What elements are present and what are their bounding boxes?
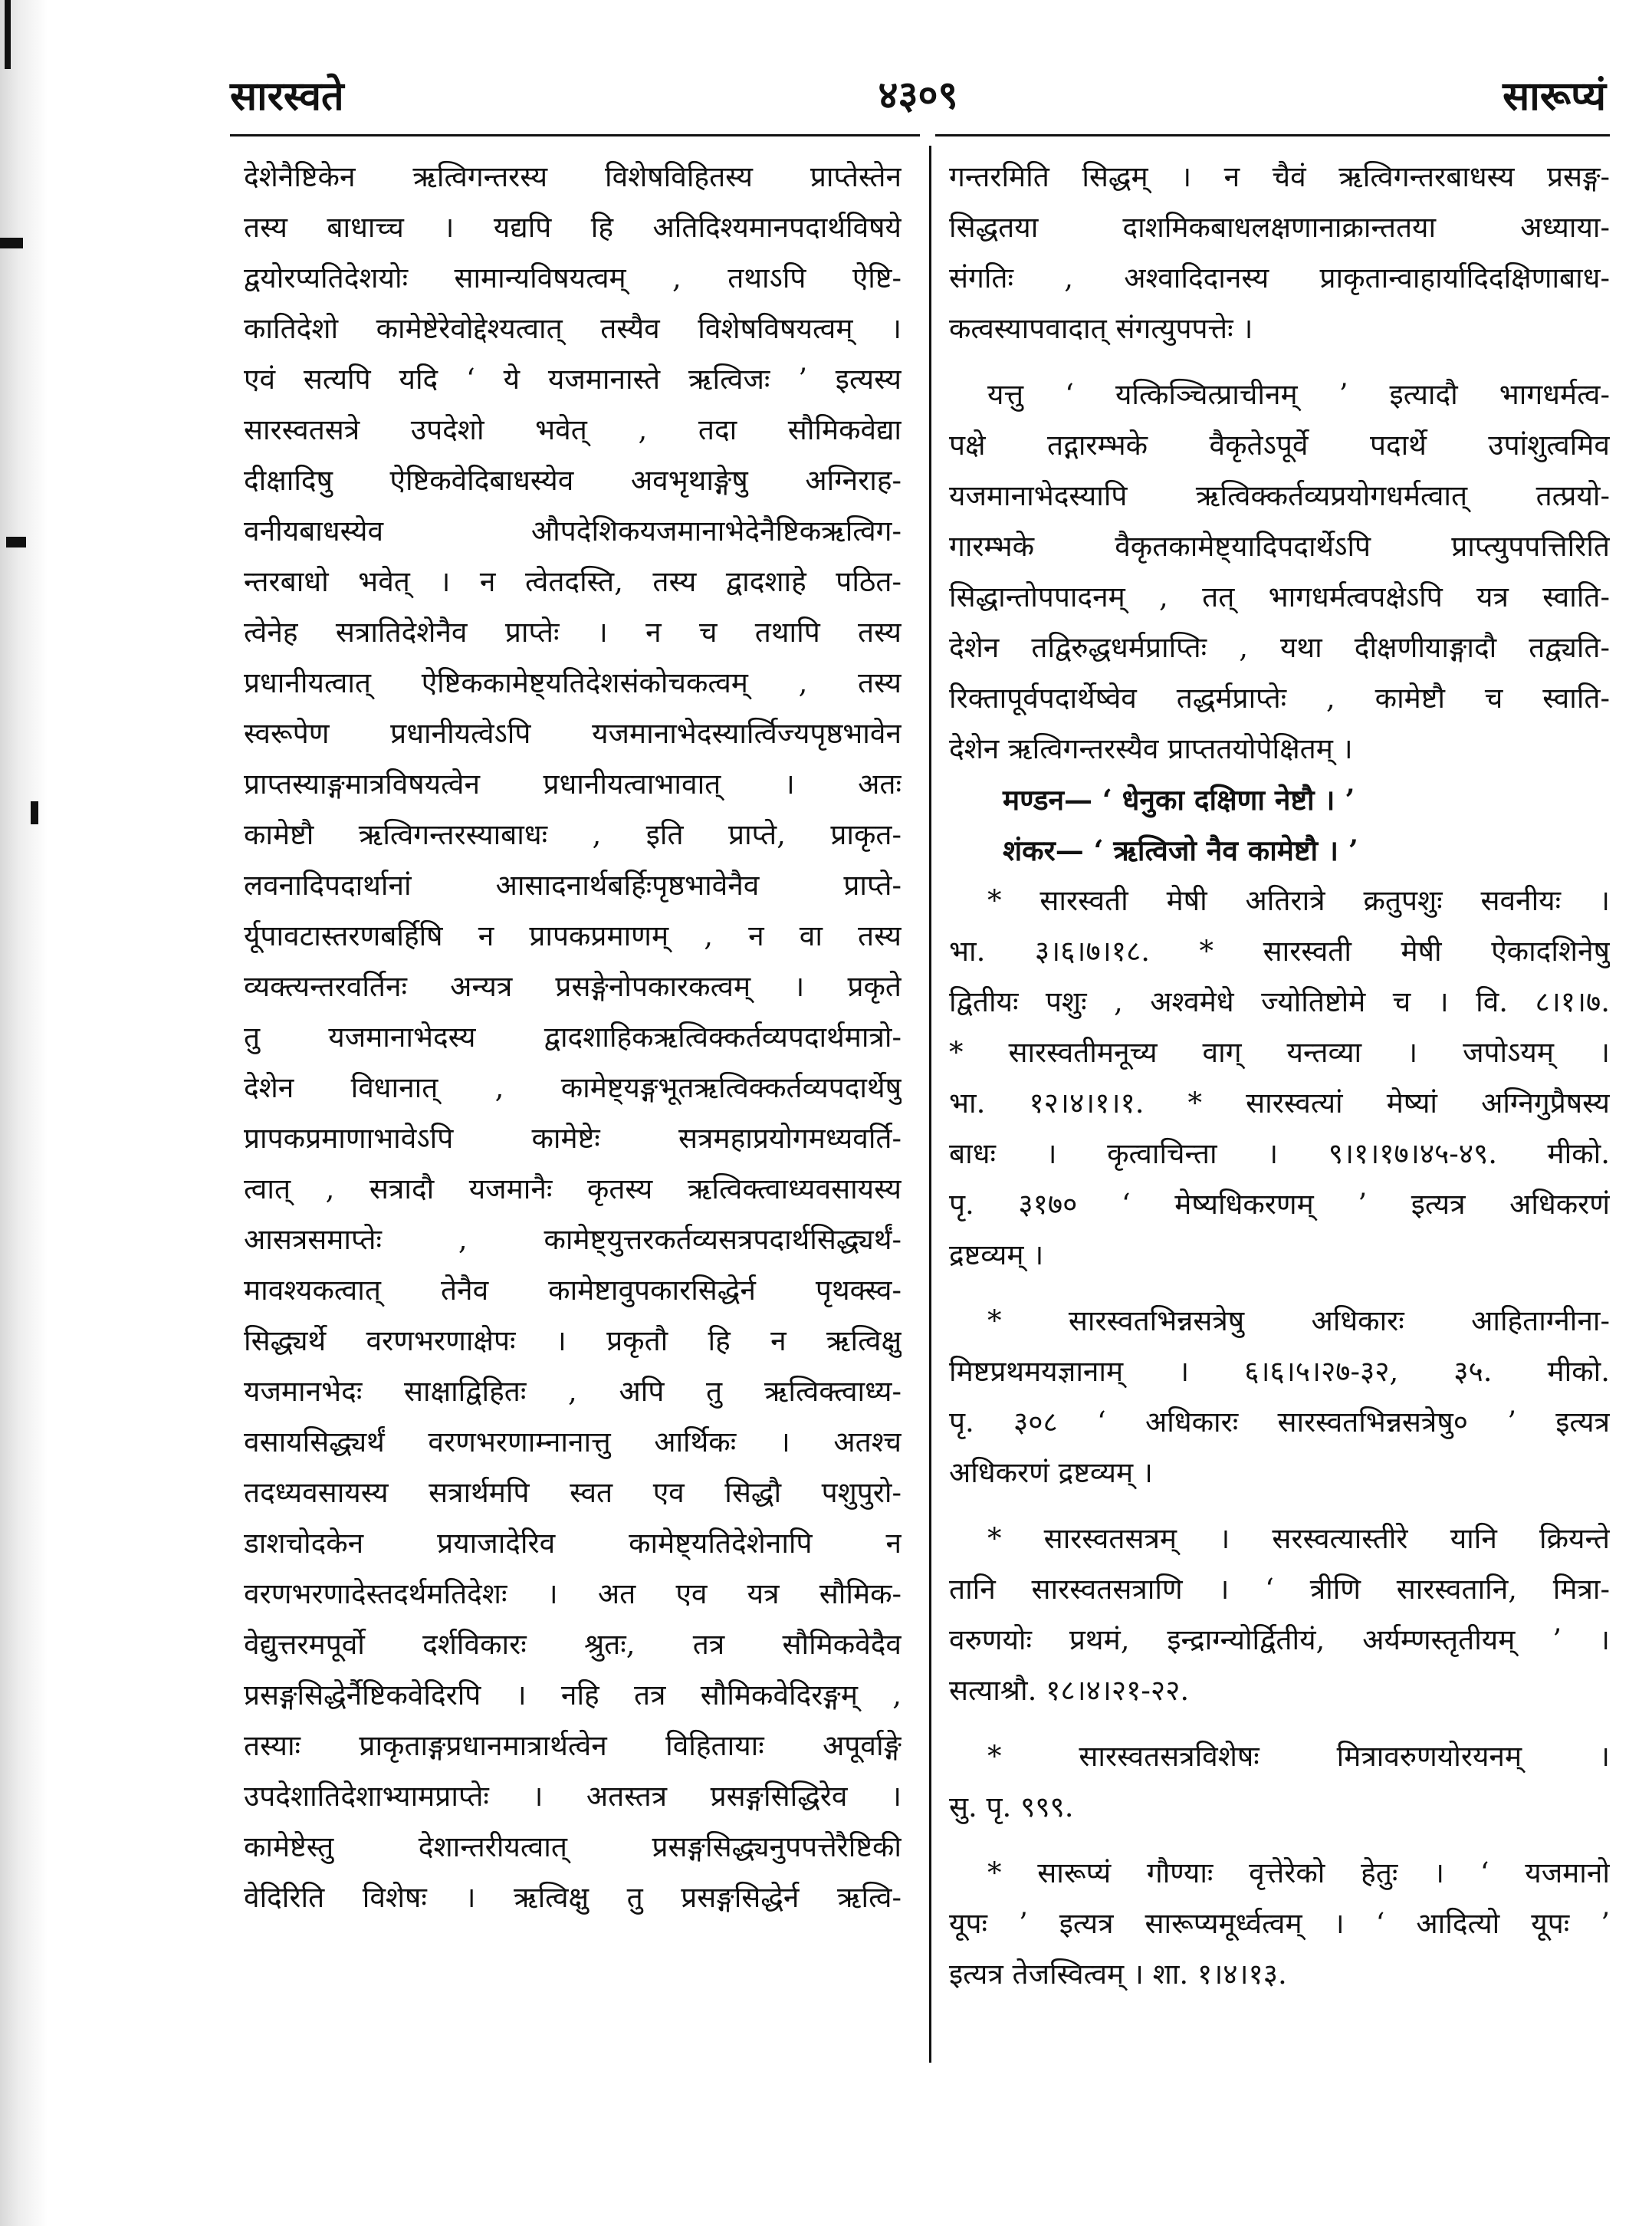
text-line: पक्षे तद्गारम्भके वैकृतेऽपूर्वे पदार्थे उपांशुत्वमिव [949,429,1610,462]
text-line: इत्यत्र तेजस्वित्वम् । शा. १।४।१३. [949,1958,1287,1991]
header-rule-right [935,134,1610,136]
text-line: त्वेनेह सत्रातिदेशेनैव प्राप्तेः । न च तथापि तस्य [244,616,902,649]
text-line: र्यूपावटास्तरणबर्हिषि न प्रापकप्रमाणम् , न वा तस्य [244,919,902,952]
text-line: वरणभरणादेस्तदर्थमतिदेशः । अत एव यत्र सौमिक- [244,1577,902,1610]
scan-edge [0,0,48,2226]
text-line: कातिदेशो कामेष्टेरेवोद्देश्यत्वात् तस्यैव विशेषविषयत्वम् । [244,312,902,345]
text-line: वनीयबाधस्येव औपदेशिकयजमानाभेदेनैष्टिकऋत्विग- [244,515,902,547]
text-line: प्रधानीयत्वात् ऐष्टिककामेष्ट्यतिदेशसंकोचकत्वम् , तस्य [244,666,902,699]
text-line: गन्तरमिति सिद्धम् । न चैवं ऋत्विगन्तरबाधस्य प्रसङ्ग- [949,160,1610,193]
text-line: सारस्वतसत्रे उपदेशो भवेत् , तदा सौमिकवेद्या [244,413,902,446]
text-line: यूपः ’ इत्यत्र सारूप्यमूर्ध्वत्वम् । ‘ आदित्यो यूपः ’ [949,1907,1610,1940]
text-line: लवनादिपदार्थानां आसादनार्थबर्हिःपृष्ठभावेनैव प्राप्ते- [244,869,902,902]
text-line: तस्याः प्राकृताङ्गप्रधानमात्रार्थत्वेन विहितायाः अपूर्वाङ्गे [244,1729,902,1762]
text-line: मिष्टप्रथमयज्ञानाम् । ६।६।५।२७-३२, ३५. मीको. [949,1355,1610,1388]
text-line: रिक्तापूर्वपदार्थेष्वेव तद्धर्मप्राप्तेः , कामेष्टौ च स्वाति- [949,682,1610,715]
scan-mark [0,238,23,248]
text-line: आसत्रसमाप्तेः , कामेष्ट्युत्तरकर्तव्यसत्रपदार्थसिद्ध्यर्थं- [244,1223,902,1256]
scan-mark [6,537,26,547]
text-line: दीक्षादिषु ऐष्टिकवेदिबाधस्येव अवभृथाङ्गेषु अग्निराह- [244,464,902,497]
paragraph-gap [949,1833,1610,1848]
entry-line: यत्तु ‘ यत्किञ्चित्प्राचीनम् ’ इत्यादौ भागधर्मत्व- [987,378,1610,411]
text-line: द्रष्टव्यम् । [949,1238,1044,1271]
paragraph-gap [949,1281,1610,1296]
entry-line: * सारूप्यं गौण्याः वृत्तेरेको हेतुः । ‘ यजमानो [987,1856,1610,1889]
text-line: तु यजमानाभेदस्य द्वादशाहिकऋत्विक्कर्तव्यपदार्थमात्रो- [244,1021,902,1054]
text-line: कामेष्टेस्तु देशान्तरीयत्वात् प्रसङ्गसिद्ध्यनुपपत्तेरैष्टिकी [244,1830,902,1863]
text-line: भा. १२।४।१।१. * सारस्वत्यां मेष्यां अग्निगुप्रैषस्य [949,1087,1610,1120]
text-line: गारम्भके वैकृतकामेष्ट्यादिपदार्थेऽपि प्राप्त्युपपत्तिरिति [949,530,1610,563]
text-line: तदध्यवसायस्य सत्रार्थमपि स्वत एव सिद्धौ पशुपुरो- [244,1476,902,1509]
text-line: वरुणयोः प्रथमं, इन्द्राग्न्योर्द्वितीयं, अर्यम्णस्तृतीयम् ’ । [949,1623,1610,1656]
paragraph-gap [949,354,1610,370]
text-line: सत्याश्रौ. १८।४।२१-२२. [949,1674,1190,1707]
text-line: अधिकरणं द्रष्टव्यम् । [949,1456,1153,1489]
header-rule-left [230,134,920,136]
text-line: संगतिः , अश्वादिदानस्य प्राकृतान्वाहार्यादिदक्षिणाबाध- [949,261,1610,294]
text-line: देशेनैष्टिकेन ऋत्विगन्तरस्य विशेषविहितस्य प्राप्तेस्तेन [244,160,902,193]
text-line: पृ. ३०८ ‘ अधिकारः सारस्वतभिन्नसत्रेषु० ’ इत्यत्र [949,1406,1610,1439]
text-line: वसायसिद्ध्यर्थं वरणभरणाम्नानात्तु आर्थिकः । अतश्च [244,1425,902,1458]
text-line: कत्वस्यापवादात् संगत्युपपत्तेः । [949,312,1253,345]
text-line: त्वात् , सत्रादौ यजमानैः कृतस्य ऋत्विक्त्वाध्यवसायस्य [244,1172,902,1205]
page-header [230,67,1606,136]
text-line: न्तरबाधो भवेत् । न त्वेतदस्ति, तस्य द्वादशाहे पठित- [244,565,902,598]
text-line: देशेन तद्विरुद्धधर्मप्राप्तिः , यथा दीक्षणीयाङ्गादौ तद्व्यति- [949,631,1610,664]
page-number: ४३०९ [878,72,958,117]
header-right-word: सारूप्यं [1503,73,1606,120]
paragraph-gap [949,1716,1610,1731]
text-line: एवं सत्यपि यदि ‘ ये यजमानास्ते ऋत्विजः ’ इत्यस्य [244,363,902,396]
text-line: मण्डन— ‘ धेनुका दक्षिणा नेष्टौ । ’ [1003,783,1355,817]
entry-line: * सारस्वती मेषी अतिरात्रे क्रतुपशुः सवनीयः । [987,884,1610,917]
entry-line: * सारस्वतसत्रविशेषः मित्रावरुणयोरयनम् । [987,1740,1610,1773]
left-column [244,152,902,1923]
text-line: प्रसङ्गसिद्धेर्नैष्टिकवेदिरपि । नहि तत्र सौमिकवेदिरङ्गम् , [244,1679,902,1711]
text-line: यजमानभेदः साक्षाद्विहितः , अपि तु ऋत्विक्त्वाध्य- [244,1375,902,1408]
paragraph-gap [949,1498,1610,1514]
text-line: मावश्यकत्वात् तेनैव कामेष्टावुपकारसिद्धेर्न पृथक्स्व- [244,1274,902,1307]
text-line: वेदिरिति विशेषः । ऋत्विक्षु तु प्रसङ्गसिद्धेर्न ऋत्वि- [244,1881,902,1914]
text-line: डाशचोदकेन प्रयाजादेरिव कामेष्ट्यतिदेशेनापि न [244,1527,902,1560]
text-line: बाधः । कृत्वाचिन्ता । ९।१।१७।४५-४९. मीको. [949,1137,1610,1170]
text-line: द्वयोरप्यतिदेशयोः सामान्यविषयत्वम् , तथाऽपि ऐष्टि- [244,261,902,294]
text-line: सिद्धतया दाशमिकबाधलक्षणानाक्रान्ततया अध्याया- [949,211,1610,244]
text-line: कामेष्टौ ऋत्विगन्तरस्याबाधः , इति प्राप्ते, प्राकृत- [244,818,902,851]
entry-line: * सारस्वतसत्रम् । सरस्वत्यास्तीरे यानि क्रियन्ते [987,1522,1610,1555]
text-line: यजमानाभेदस्यापि ऋत्विक्कर्तव्यप्रयोगधर्मत्वात् तत्प्रयो- [949,479,1610,512]
text-line: तानि सारस्वतसत्राणि । ‘ त्रीणि सारस्वतानि, मित्रा- [949,1573,1610,1606]
text-line: सिद्ध्यर्थे वरणभरणाक्षेपः । प्रकृतौ हि न ऋत्विक्षु [244,1324,902,1357]
entry-line: * सारस्वतभिन्नसत्रेषु अधिकारः आहिताग्नीना- [987,1304,1610,1337]
text-line: तस्य बाधाच्च । यद्यपि हि अतिदिश्यमानपदार्थविषये [244,211,902,244]
text-line: स्वरूपेण प्रधानीयत्वेऽपि यजमानाभेदस्यार्त्विज्यपृष्ठभावेन [244,717,902,750]
text-line: शंकर— ‘ ऋत्विजो नैव कामेष्टौ । ’ [1003,834,1358,867]
text-line: भा. ३।६।७।१८. * सारस्वती मेषी ऐकादशिनेषु [949,935,1610,968]
text-line: व्यक्त्यन्तरवर्तिनः अन्यत्र प्रसङ्गेनोपकारकत्वम् । प्रकृते [244,970,902,1003]
scan-mark [5,0,11,69]
text-line: प्रापकप्रमाणाभावेऽपि कामेष्टेः सत्रमहाप्रयोगमध्यवर्ति- [244,1122,902,1155]
text-line: द्वितीयः पशुः , अश्वमेधे ज्योतिष्टोमे च । वि. ८।१।७. [949,985,1610,1018]
right-column [949,152,1610,2000]
column-divider [929,146,931,2063]
text-line: वेद्युत्तरमपूर्वो दर्शविकारः श्रुतः, तत्र सौमिकवेदैव [244,1628,902,1661]
header-left-word: सारस्वते [230,73,344,120]
text-line: देशेन ऋत्विगन्तरस्यैव प्राप्ततयोपेक्षितम् । [949,732,1353,765]
text-line: पृ. ३१७० ‘ मेष्यधिकरणम् ’ इत्यत्र अधिकरणं [949,1188,1610,1221]
scan-mark [31,801,38,824]
text-line: उपदेशातिदेशाभ्यामप्राप्तेः । अतस्तत्र प्रसङ्गसिद्धिरेव । [244,1780,902,1813]
text-line: प्राप्तस्याङ्गमात्रविषयत्वेन प्रधानीयत्वाभावात् । अतः [244,768,902,801]
text-line: * सारस्वतीमनूच्य वाग् यन्तव्या । जपोऽयम् । [949,1036,1610,1069]
text-line: देशेन विधानात् , कामेष्ट्यङ्गभूतऋत्विक्कर्तव्यपदार्थेषु [244,1071,902,1104]
text-line: सिद्धान्तोपपादनम् , तत् भागधर्मत्वपक्षेऽपि यत्र स्वाति- [949,580,1610,613]
text-line: सु. पृ. ९९९. [949,1790,1074,1823]
